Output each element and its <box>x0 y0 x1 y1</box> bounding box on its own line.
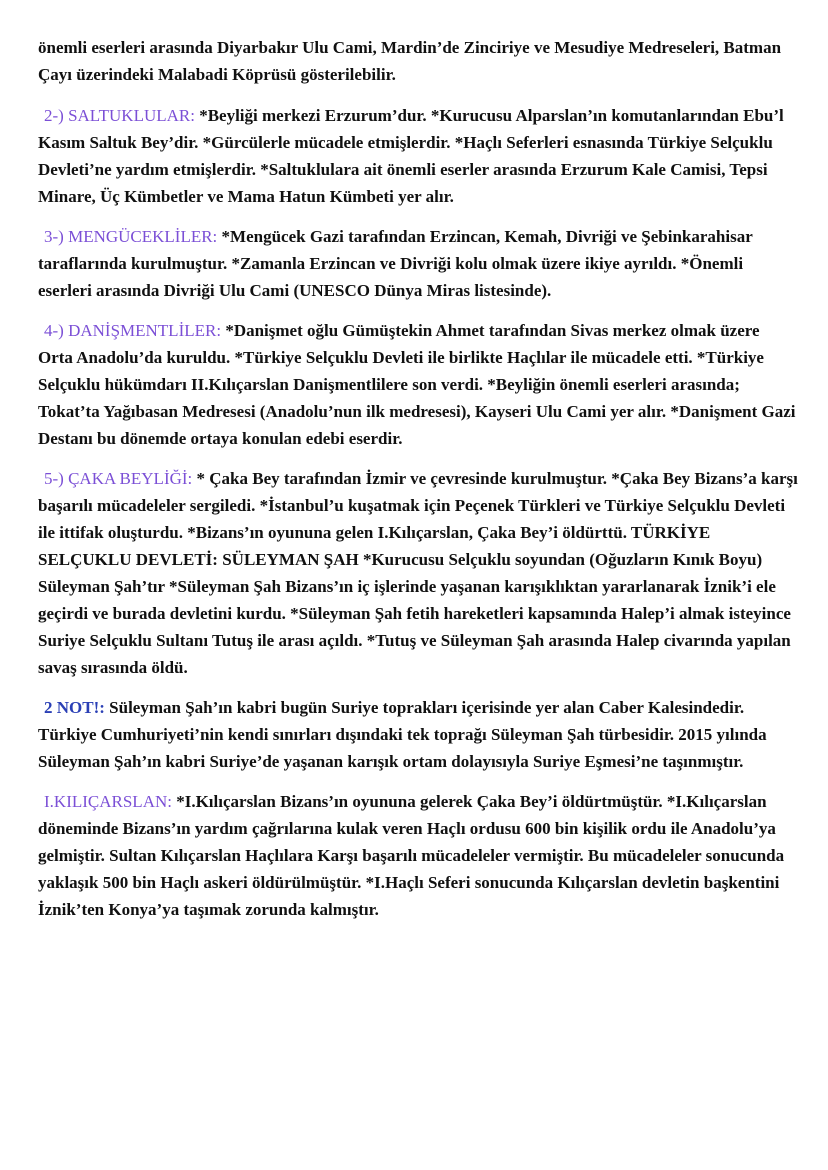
caka-heading: 5-) ÇAKA BEYLİĞİ: <box>44 469 193 488</box>
note-body: Süleyman Şah’ın kabri bugün Suriye toprakları içerisinde yer alan Caber Kalesindedir. Türkiye Cumhuriyeti’nin kendi sınırları dışındaki tek toprağı Süleyman Şah türbesidir. 2015 yılında Süleyman Şah’ın kabri Suriye’de yaşanan karışık ortam dolayısıyla Suriye Eşmesi’ne taşınmıştır. <box>38 698 767 771</box>
note-heading: 2 NOT!: <box>44 698 105 717</box>
danismentliler-body: *Danişmet oğlu Gümüştekin Ahmet tarafından Sivas merkez olmak üzere Orta Anadolu’da kuruldu. *Türkiye Selçuklu Devleti ile birlikte Haçlılar ile mücadele etti. *Türkiye Selçuklu hükümdarı II.Kılıçarslan Danişmentlilere son verdi. *Beyliğin önemli eserleri arasında; Tokat’ta Yağıbasan Medresesi (Anadolu’nun ilk medresesi), Kayseri Ulu Cami yer alır. *Danişment Gazi Destanı bu dönemde ortaya konulan edebi eserdir. <box>38 321 796 448</box>
saltuklular-body: *Beyliği merkezi Erzurum’dur. *Kurucusu Alparslan’ın komutanlarından Ebu’l Kasım Saltuk Bey’dir. *Gürcülerle mücadele etmişlerdir. *Haçlı Seferleri esnasında Türkiye Selçuklu Devleti’ne yardım etmişlerdir. *Saltuklulara ait önemli eserler arasında Erzurum Kale Camisi, Tepsi Minare, Üç Kümbetler ve Mama Hatun Kümbeti yer alır. <box>38 106 784 206</box>
mengucekliler-heading: 3-) MENGÜCEKLİLER: <box>44 227 218 246</box>
kilicarslan-heading: I.KILIÇARSLAN: <box>44 792 172 811</box>
intro-paragraph: önemli eserleri arasında Diyarbakır Ulu Cami, Mardin’de Zinciriye ve Mesudiye Medreseleri, Batman Çayı üzerindeki Malabadi Köprüsü gösterilebilir. <box>38 38 782 84</box>
saltuklular-paragraph <box>38 102 798 210</box>
danismentliler-heading: 4-) DANİŞMENTLİLER: <box>44 321 222 340</box>
document-page <box>38 34 798 936</box>
caka-paragraph <box>38 465 798 681</box>
danismentliler-paragraph <box>38 317 798 452</box>
saltuklular-heading: 2-) SALTUKLULAR: <box>44 106 195 125</box>
caka-body: * Çaka Bey tarafından İzmir ve çevresinde kurulmuştur. *Çaka Bey Bizans’a karşı başarılı mücadeleler sergiledi. *İstanbul’u kuşatmak için Peçenek Türkleri ve Türkiye Selçuklu Devleti ile ittifak oluşturdu. *Bizans’ın oyununa gelen I.Kılıçarslan, Çaka Bey’i öldürttü. TÜRKİYE SELÇUKLU DEVLETİ: SÜLEYMAN ŞAH *Kurucusu Selçuklu soyundan (Oğuzların Kınık Boyu) Süleyman Şah’tır *Süleyman Şah Bizans’ın iç işlerinde yaşanan karışıklıktan yararlanarak İznik’i ele geçirdi ve burada devletini kurdu. *Süleyman Şah fetih hareketleri kapsamında Halep’i almak isteyince Suriye Selçuklu Sultanı Tutuş ile arası açıldı. *Tutuş ve Süleyman Şah arasında Halep civarında yapılan savaş sırasında öldü. <box>38 469 798 677</box>
mengucekliler-body: *Mengücek Gazi tarafından Erzincan, Kemah, Divriği ve Şebinkarahisar taraflarında kurulmuştur. *Zamanla Erzincan ve Divriği kolu olmak üzere ikiye ayrıldı. *Önemli eserleri arasında Divriği Ulu Cami (UNESCO Dünya Miras listesinde). <box>38 227 753 300</box>
note-paragraph <box>38 694 798 775</box>
kilicarslan-body: *I.Kılıçarslan Bizans’ın oyununa gelerek Çaka Bey’i öldürtmüştür. *I.Kılıçarslan döneminde Bizans’ın yardım çağrılarına kulak veren Haçlı ordusu 600 bin kişilik ordu ile Anadolu’ya gelmiştir. Sultan Kılıçarslan Haçlılara Karşı başarılı mücadeleler vermiştir. Bu mücadeleler sonucunda yaklaşık 500 bin Haçlı askeri öldürülmüştür. *I.Haçlı Seferi sonucunda Kılıçarslan devletin başkentini İznik’ten Konya’ya taşımak zorunda kalmıştır. <box>38 792 785 919</box>
mengucekliler-paragraph <box>38 223 798 304</box>
kilicarslan-paragraph <box>38 788 798 923</box>
